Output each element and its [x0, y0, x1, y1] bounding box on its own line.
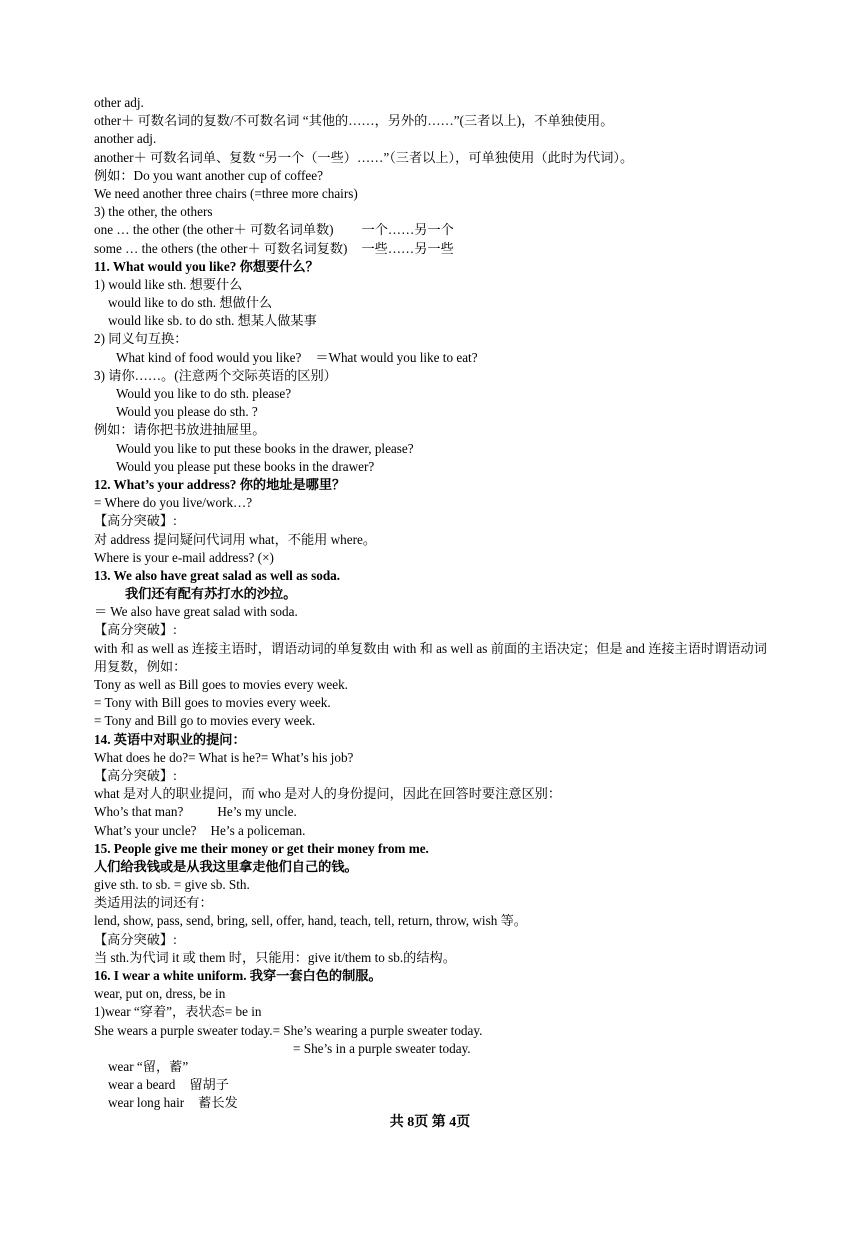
section-heading-15: 15. People give me their money or get their money from me.: [94, 840, 429, 856]
section-heading-13: 13. We also have great salad as well as soda.: [94, 567, 341, 583]
text-phrase: What kind of food would you like?: [116, 349, 302, 365]
text-line: give sth. to sb. = give sb. Sth.: [94, 877, 250, 893]
text-line: other＋ 可数名词的复数/不可数名词 “其他的……，另外的……”(三者以上)，不单独使用。: [94, 113, 614, 129]
text-line: We need another three chairs (=three more chairs): [94, 185, 358, 201]
text-phrase: He’s a policeman.: [210, 822, 306, 838]
page-number: 共 8页 第 4页: [389, 1115, 471, 1130]
document-body: [94, 94, 774, 1113]
text-phrase: What’s your uncle?: [94, 822, 197, 838]
text-line: 例如：请你把书放进抽屉里。: [94, 422, 266, 438]
text-line: = She’s in a purple sweater today.: [293, 1040, 471, 1056]
text-line: Would you like to do sth. please?: [116, 386, 292, 401]
text-line: 当 sth.为代词 it 或 them 时，只能用：give it/them to sb.的结构。: [94, 949, 456, 965]
text-line: 例如：Do you want another cup of coffee?: [94, 167, 323, 183]
text-paragraph: with 和 as well as 连接主语时，谓语动词的单复数由 with 和 as well as 前面的主语决定；但是 and 连接主语时谓语动词用复数，例如：: [94, 640, 767, 674]
text-line: [94, 1094, 774, 1112]
text-line: 3) the other, the others: [94, 204, 213, 220]
text-phrase: one … the other (the other＋ 可数名词单数): [94, 222, 334, 238]
text-line: [94, 822, 774, 840]
text-line: ＝ We also have great salad with soda.: [94, 604, 298, 620]
text-line: [94, 221, 774, 239]
text-line: She wears a purple sweater today.= She’s wearing a purple sweater today.: [94, 1022, 483, 1038]
text-phrase: He’s my uncle.: [217, 804, 297, 820]
section-heading-14: 14. 英语中对职业的提问：: [94, 731, 246, 747]
text-line: 1) would like sth. 想要什么: [94, 276, 243, 292]
text-line: Would you please do sth. ?: [116, 404, 258, 420]
text-line: wear “留，蓄”: [108, 1058, 189, 1074]
text-line: = Tony and Bill go to movies every week.: [94, 713, 316, 729]
text-line: What does he do?= What is he?= What’s his job?: [94, 749, 354, 765]
text-line: = Tony with Bill goes to movies every week.: [94, 695, 331, 711]
text-line: Where is your e-mail address? (×): [94, 549, 274, 565]
text-meaning: 一个……另一个: [361, 222, 454, 238]
section-heading-13-translation: 我们还有配有苏打水的沙拉。: [125, 586, 297, 602]
tip-label: 【高分突破】:: [94, 622, 177, 638]
text-phrase: ＝What would you like to eat?: [315, 349, 478, 365]
text-line: [94, 349, 774, 367]
text-line: 1)wear “穿着”，表状态= be in: [94, 1004, 262, 1020]
text-line: other adj.: [94, 95, 144, 110]
text-phrase: wear a beard: [108, 1077, 176, 1093]
section-heading-15-translation: 人们给我钱或是从我这里拿走他们自己的钱。: [94, 858, 358, 874]
tip-label: 【高分突破】:: [94, 931, 177, 947]
text-line: what 是对人的职业提问，而 who 是对人的身份提问，因此在回答时要注意区别：: [94, 786, 562, 802]
tip-label: 【高分突破】:: [94, 767, 177, 783]
text-phrase: Who’s that man?: [94, 804, 184, 820]
text-line: 3) 请你……。(注意两个交际英语的区别）: [94, 367, 337, 383]
text-line: 对 address 提问疑问代词用 what，不能用 where。: [94, 531, 377, 547]
text-line: lend, show, pass, send, bring, sell, offer, hand, teach, tell, return, throw, wish 等。: [94, 913, 527, 929]
text-line: Would you like to put these books in the drawer, please?: [116, 440, 414, 456]
section-heading-11: 11. What would you like? 你想要什么？: [94, 258, 319, 274]
text-line: [94, 803, 774, 821]
text-phrase: some … the others (the other＋ 可数名词复数): [94, 240, 348, 256]
text-line: Would you please put these books in the drawer?: [116, 458, 375, 474]
section-heading-12: 12. What’s your address? 你的地址是哪里？: [94, 476, 346, 492]
text-line: [94, 1076, 774, 1094]
text-line: wear, put on, dress, be in: [94, 986, 226, 1002]
text-line: [94, 240, 774, 258]
text-line: would like sb. to do sth. 想某人做某事: [108, 313, 317, 329]
text-meaning: 留胡子: [189, 1077, 229, 1093]
text-meaning: 蓄长发: [198, 1095, 238, 1111]
text-phrase: wear long hair: [108, 1095, 185, 1111]
section-heading-16: 16. I wear a white uniform. 我穿一套白色的制服。: [94, 968, 382, 984]
text-meaning: 一些……另一些: [361, 240, 454, 256]
text-line: = Where do you live/work…?: [94, 495, 253, 511]
text-line: another＋ 可数名词单、复数 “另一个（一些）……”（三者以上），可单独使用（此时为代词）。: [94, 149, 634, 165]
text-line: 类适用法的词还有：: [94, 895, 213, 911]
text-line: another adj.: [94, 131, 157, 147]
text-line: would like to do sth. 想做什么: [108, 295, 273, 311]
text-line: Tony as well as Bill goes to movies every week.: [94, 677, 348, 693]
text-line: 2) 同义句互换：: [94, 331, 188, 347]
tip-label: 【高分突破】:: [94, 513, 177, 529]
